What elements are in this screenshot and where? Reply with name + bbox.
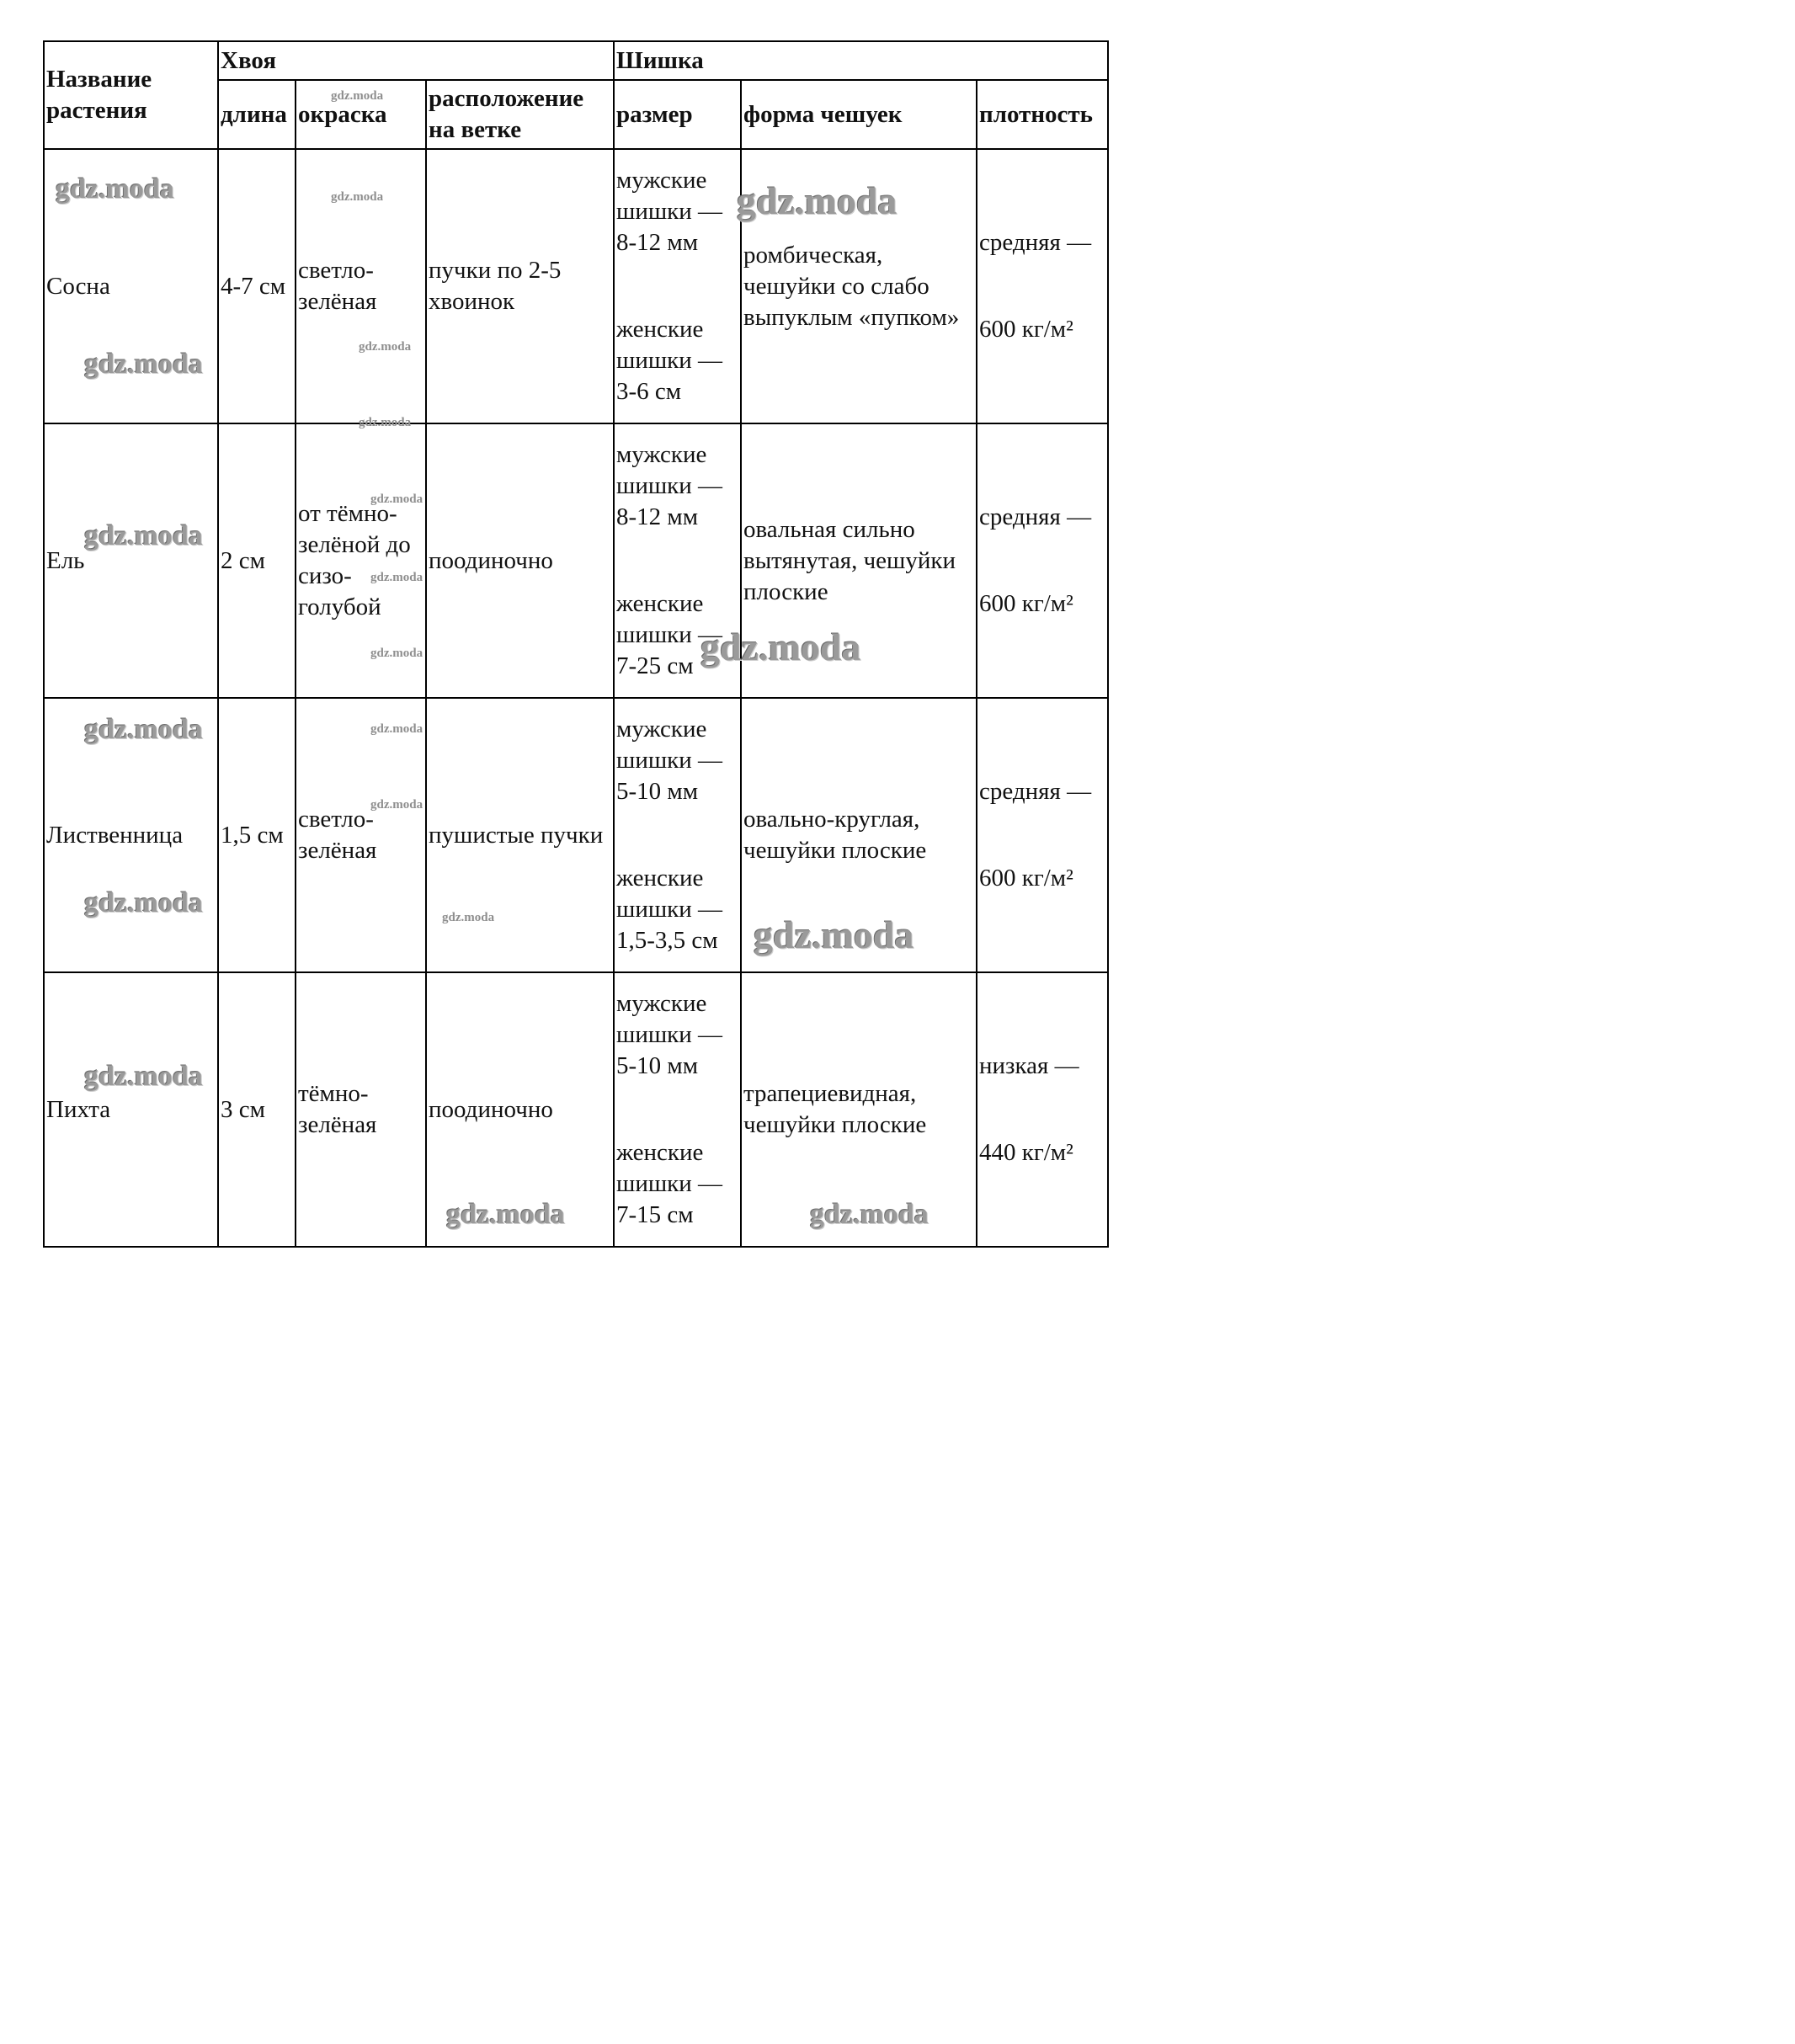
cone-size — [614, 698, 741, 972]
watermark: gdz.moda — [331, 89, 384, 103]
watermark: gdz.moda — [370, 722, 423, 736]
watermark: gdz.moda — [370, 492, 423, 506]
wood-density — [977, 972, 1108, 1247]
header-density: плотность — [977, 80, 1108, 149]
needle-arrangement: поодиночно — [426, 423, 614, 698]
header-scale-shape: форма чешуек — [741, 80, 977, 149]
plant-name: Сосна — [44, 149, 218, 423]
needle-length: 4-7 см — [218, 149, 296, 423]
density-label: средняя — — [979, 778, 1092, 805]
plant-name: Ель — [44, 423, 218, 698]
density-label: средняя — — [979, 229, 1092, 256]
male-cone-size: мужские шишки — 8-12 мм — [616, 167, 723, 256]
needle-length: 1,5 см — [218, 698, 296, 972]
watermark: gdz.moda — [84, 520, 203, 551]
watermark: gdz.moda — [810, 1199, 929, 1230]
header-cone-group: Шишка — [614, 41, 1108, 80]
header-plant-name: Название растения — [44, 41, 218, 149]
male-cone-size: мужские шишки — 8-12 мм — [616, 441, 723, 530]
needle-arrangement: поодиночно — [426, 972, 614, 1247]
table-row-fir — [44, 972, 1108, 1247]
needle-color: от тёмно-зелёной до сизо-голубой — [296, 423, 426, 698]
table-row-pine — [44, 149, 1108, 423]
female-cone-size: женские шишки — 1,5-3,5 см — [616, 865, 723, 954]
wood-density — [977, 698, 1108, 972]
header-arrangement: расположение на ветке — [426, 80, 614, 149]
header-length: длина — [218, 80, 296, 149]
watermark: gdz.moda — [84, 887, 203, 918]
male-cone-size: мужские шишки — 5-10 мм — [616, 990, 723, 1079]
watermark: gdz.moda — [84, 1061, 203, 1092]
watermark: gdz.moda — [370, 798, 423, 812]
density-label: низкая — — [979, 1052, 1079, 1079]
male-cone-size: мужские шишки — 5-10 мм — [616, 716, 723, 805]
needle-length: 2 см — [218, 423, 296, 698]
table-row-larch — [44, 698, 1108, 972]
needle-color: светло-зелёная — [296, 149, 426, 423]
watermark: gdz.moda — [754, 913, 914, 956]
header-needles-group: Хвоя — [218, 41, 614, 80]
cone-size — [614, 423, 741, 698]
watermark: gdz.moda — [331, 190, 384, 204]
header-color: окраска — [296, 80, 426, 149]
watermark: gdz.moda — [442, 911, 495, 924]
needle-arrangement: пушистые пучки — [426, 698, 614, 972]
wood-density — [977, 149, 1108, 423]
watermark: gdz.moda — [84, 714, 203, 745]
needle-length: 3 см — [218, 972, 296, 1247]
watermark: gdz.moda — [370, 571, 423, 584]
plant-name: Лиственница — [44, 698, 218, 972]
density-value: 440 кг/м² — [979, 1139, 1073, 1166]
needle-arrangement: пучки по 2-5 хвоинок — [426, 149, 614, 423]
watermark: gdz.moda — [84, 349, 203, 380]
plants-comparison-table — [43, 40, 1109, 1248]
density-value: 600 кг/м² — [979, 865, 1073, 892]
scale-shape: ромбическая, чешуйки со слабо выпуклым «пупком» — [741, 149, 977, 423]
scale-shape: трапециевидная, чешуйки плоские — [741, 972, 977, 1247]
female-cone-size: женские шишки — 3-6 см — [616, 316, 723, 405]
needle-color: светло-зелёная — [296, 698, 426, 972]
scale-shape: овальная сильно вытянутая, чешуйки плоские — [741, 423, 977, 698]
watermark: gdz.moda — [359, 340, 412, 354]
watermark: gdz.moda — [700, 625, 861, 668]
needle-color: тёмно-зелёная — [296, 972, 426, 1247]
plant-name: Пихта — [44, 972, 218, 1247]
female-cone-size: женские шишки — 7-15 см — [616, 1139, 723, 1228]
female-cone-size: женские шишки — 7-25 см — [616, 590, 723, 679]
density-value: 600 кг/м² — [979, 316, 1073, 343]
density-value: 600 кг/м² — [979, 590, 1073, 617]
watermark: gdz.moda — [359, 416, 412, 429]
table-row-spruce — [44, 423, 1108, 698]
watermark: gdz.moda — [737, 179, 898, 222]
cone-size — [614, 149, 741, 423]
density-label: средняя — — [979, 503, 1092, 530]
cone-size — [614, 972, 741, 1247]
header-cone-size: размер — [614, 80, 741, 149]
wood-density — [977, 423, 1108, 698]
scale-shape: овально-круглая, чешуйки плоские — [741, 698, 977, 972]
watermark: gdz.moda — [446, 1199, 565, 1230]
watermark: gdz.moda — [56, 173, 174, 205]
watermark: gdz.moda — [370, 647, 423, 660]
